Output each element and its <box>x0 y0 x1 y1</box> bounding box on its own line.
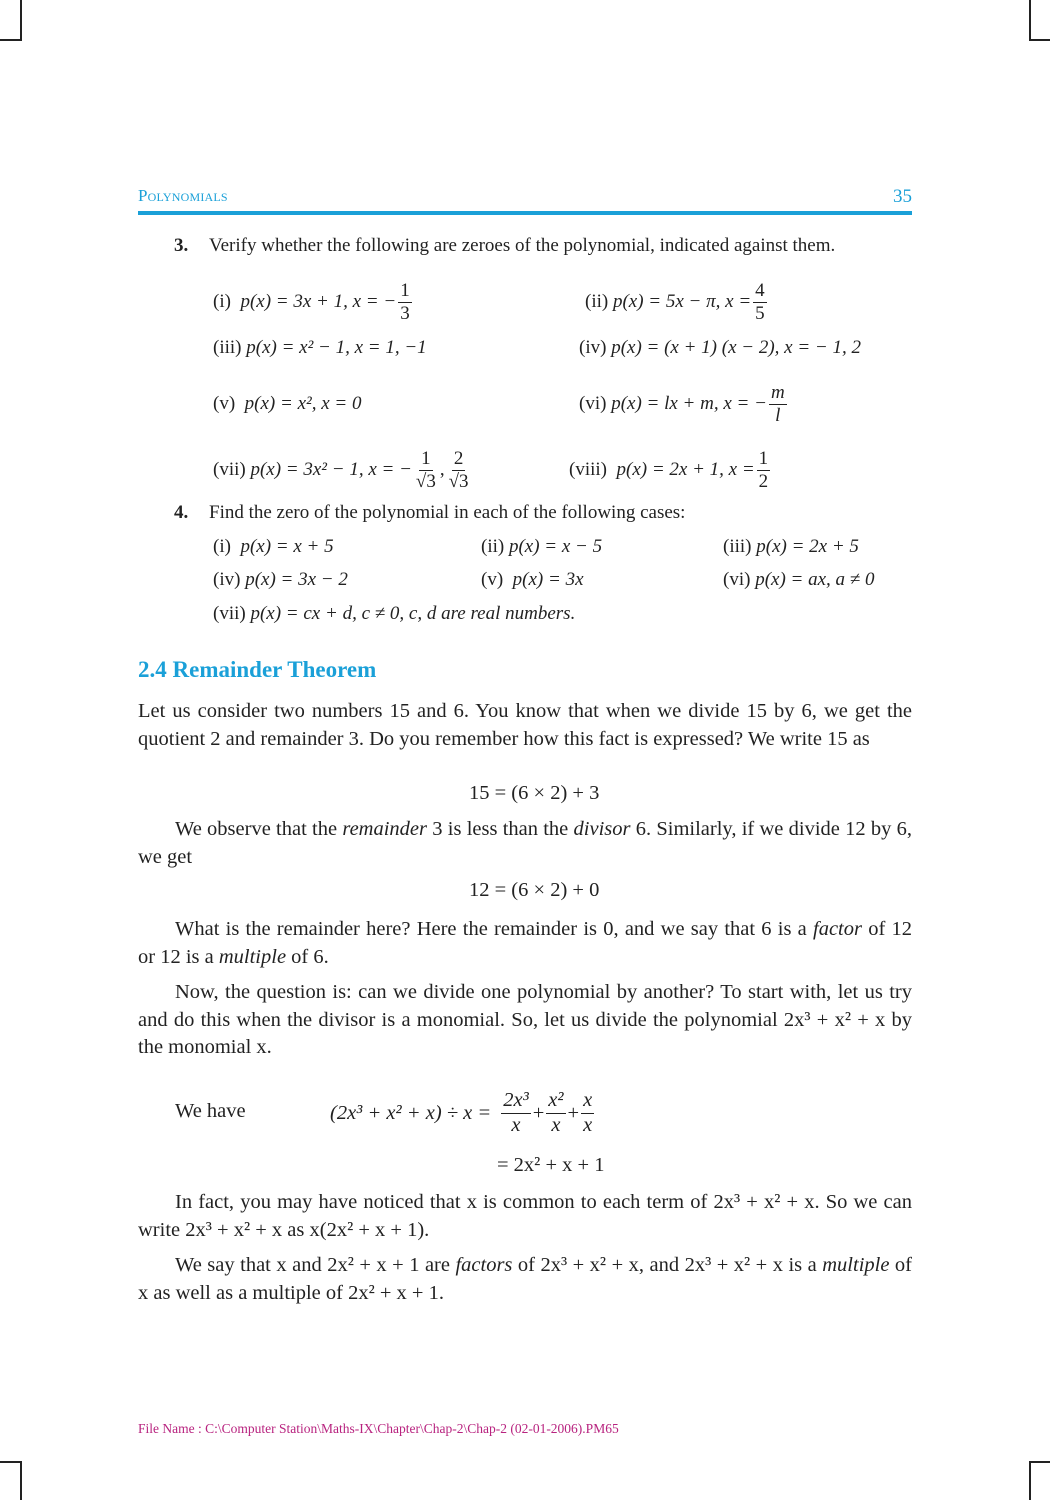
paragraph: Let us consider two numbers 15 and 6. You know that when we divide 15 by 6, we get the quotient 2 and remainder 3. Do you remember how this fact is expressed? We write 15 as <box>138 700 912 750</box>
item-label: (i) <box>213 536 231 557</box>
emphasis: factor <box>813 918 862 940</box>
text: of 6. <box>286 945 329 968</box>
denominator: 3 <box>400 302 410 324</box>
item-expression: p(x) = 3x <box>512 569 584 590</box>
item-label: (iv) <box>213 569 241 590</box>
item-expression: p(x) = 3x² − 1, x = − <box>250 459 412 480</box>
item-label: (vii) <box>213 459 246 480</box>
question-4 <box>174 502 685 524</box>
fraction <box>398 280 412 325</box>
equation: 12 = (6 × 2) + 0 <box>469 879 600 901</box>
text: of x as well as a multiple of 2x² + x + 1. <box>138 1254 913 1304</box>
crop-mark <box>1029 0 1031 41</box>
item-expression: p(x) = 2x + 5 <box>756 536 859 557</box>
numerator: 1 <box>758 447 769 469</box>
numerator: 1 <box>400 279 410 301</box>
item-expression: p(x) = x − 5 <box>508 536 603 557</box>
fraction <box>769 382 787 427</box>
crop-mark <box>1029 39 1050 41</box>
fraction <box>414 448 438 493</box>
q4-item <box>723 569 874 591</box>
paragraph: Now, the question is: can we divide one polynomial by another? To start with, let us try and do this when the divisor is a monomial. So, let us divide the polynomial 2x³ + x² + x by the monomial x. <box>138 981 912 1058</box>
fraction <box>501 1089 531 1137</box>
item-label: (i) <box>213 291 231 312</box>
denominator: l <box>775 404 781 426</box>
item-expression: p(x) = 5x − π, x = <box>612 291 752 312</box>
equation-lhs: (2x³ + x² + x) ÷ x = <box>330 1101 492 1124</box>
plus-sign: + <box>532 1101 545 1124</box>
equation: = 2x² + x + 1 <box>497 1154 605 1176</box>
numerator: 1 <box>421 447 431 469</box>
item-label: (vi) <box>579 393 607 414</box>
question-number: 3. <box>174 235 189 256</box>
item-label: (vi) <box>723 569 751 590</box>
emphasis: factors <box>455 1254 513 1276</box>
fraction <box>581 1089 594 1137</box>
item-label: (ii) <box>481 536 505 557</box>
file-name-footer: File Name : C:\Computer Station\Maths-IX\Chapter\Chap-2\Chap-2 (02-01-2006).PM65 <box>138 1421 619 1436</box>
numerator: m <box>770 381 785 403</box>
numerator: x <box>581 1089 594 1114</box>
emphasis: remainder <box>342 818 428 840</box>
item-expression: p(x) = x², x = 0 <box>244 393 362 414</box>
item-expression: p(x) = (x + 1) (x − 2), x = − 1, 2 <box>611 337 861 358</box>
text: 6. Similarly, if we divide 12 by 6, we get <box>138 818 913 868</box>
crop-mark <box>0 1461 22 1463</box>
item-expression: p(x) = 3x + 1, x = − <box>240 291 397 312</box>
numerator: 4 <box>755 279 765 301</box>
text: We observe that the <box>175 818 343 840</box>
paragraph <box>138 816 912 871</box>
paragraph <box>138 1252 912 1307</box>
equation: 15 = (6 × 2) + 3 <box>469 782 600 804</box>
question-text: Verify whether the following are zeroes of the polynomial, indicated against them. <box>209 235 836 256</box>
denominator: x <box>511 1113 521 1136</box>
q4-item <box>213 603 575 625</box>
question-text: Find the zero of the polynomial in each of the following cases: <box>209 502 686 523</box>
crop-mark <box>20 0 22 41</box>
section-heading: 2.4 Remainder Theorem <box>138 657 377 682</box>
q4-item <box>481 569 584 591</box>
emphasis: multiple <box>218 945 287 968</box>
fraction <box>447 448 471 493</box>
text: of 2x³ + x² + x, and 2x³ + x² + x is a <box>512 1254 823 1276</box>
item-label: (vii) <box>213 603 246 624</box>
item-expression: p(x) = cx + d, c ≠ 0, c, d are real numbers. <box>250 603 576 624</box>
crop-mark <box>0 39 22 41</box>
plus-sign: + <box>567 1101 580 1124</box>
item-label: (ii) <box>585 291 609 312</box>
paragraph <box>138 916 912 971</box>
we-have-label: We have <box>175 1100 246 1122</box>
denominator: x <box>551 1113 561 1136</box>
item-expression: p(x) = x + 5 <box>240 536 334 557</box>
q4-item <box>213 569 348 591</box>
item-expression: p(x) = 2x + 1, x = <box>616 459 755 480</box>
numerator: 2 <box>453 447 464 469</box>
q4-item <box>481 536 602 558</box>
item-label: (iii) <box>213 337 242 358</box>
fraction <box>546 1089 565 1137</box>
emphasis: divisor <box>573 818 631 840</box>
text: of 12 or 12 is a <box>138 918 912 968</box>
denominator: √3 <box>415 470 436 492</box>
denominator: x <box>583 1113 593 1136</box>
item-label: (viii) <box>569 459 607 480</box>
emphasis: multiple <box>822 1254 890 1276</box>
question-3 <box>174 235 835 257</box>
denominator: 5 <box>755 302 765 324</box>
text: What is the remainder here? Here the remainder is 0, and we say that 6 is a <box>175 918 813 940</box>
separator: , <box>439 459 445 480</box>
running-header-title: Polynomials <box>138 186 228 205</box>
text: 3 is less than the <box>427 818 574 840</box>
fraction <box>757 448 771 493</box>
denominator: √3 <box>448 470 469 492</box>
item-expression: p(x) = ax, a ≠ 0 <box>755 569 875 590</box>
denominator: 2 <box>758 470 769 492</box>
page-number: 35 <box>893 186 912 207</box>
header-rule <box>138 211 912 215</box>
numerator: x² <box>546 1089 565 1114</box>
question-number: 4. <box>174 502 189 523</box>
numerator: 2x³ <box>501 1089 531 1114</box>
item-label: (v) <box>481 569 504 590</box>
q4-item <box>723 536 859 558</box>
item-expression: p(x) = 3x − 2 <box>245 569 348 590</box>
item-label: (iii) <box>723 536 752 557</box>
crop-mark <box>20 1461 22 1500</box>
crop-mark <box>1029 1461 1031 1500</box>
q4-item <box>213 536 334 558</box>
item-label: (iv) <box>579 337 607 358</box>
item-label: (v) <box>213 393 236 414</box>
item-expression: p(x) = lx + m, x = − <box>611 393 767 414</box>
paragraph: In fact, you may have noticed that x is common to each term of 2x³ + x² + x. So we can write 2x³ + x² + x as x(2x² + x + 1). <box>138 1191 912 1241</box>
text: We say that x and 2x² + x + 1 are <box>175 1254 456 1276</box>
item-expression: p(x) = x² − 1, x = 1, −1 <box>246 337 427 358</box>
fraction <box>753 280 767 325</box>
crop-mark <box>1029 1461 1050 1463</box>
